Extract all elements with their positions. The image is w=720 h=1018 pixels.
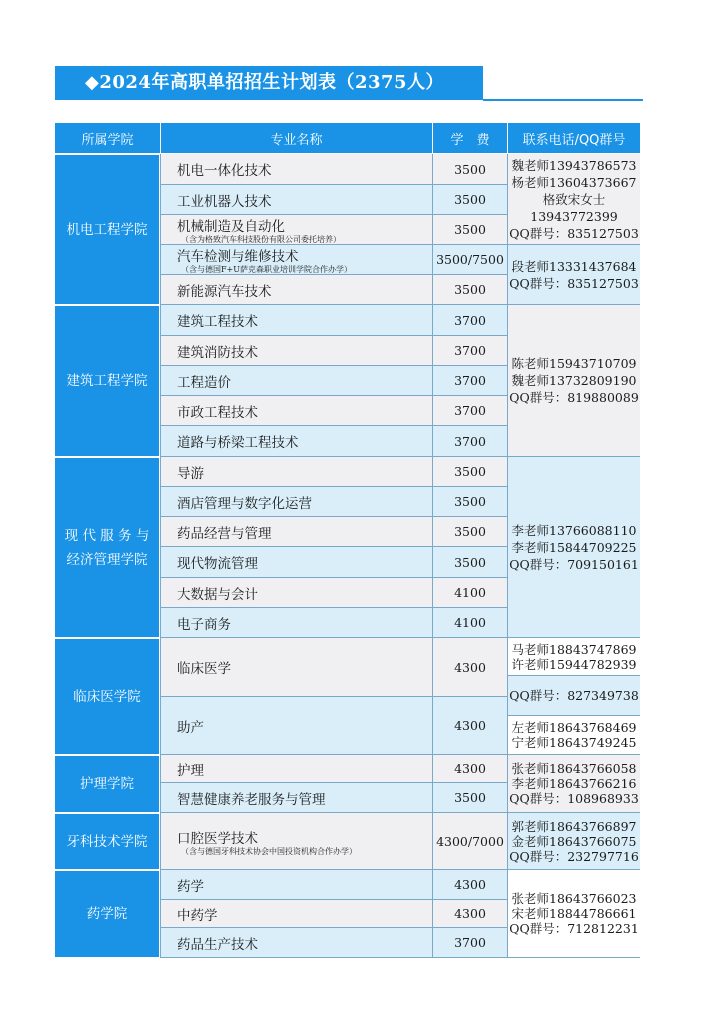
- tuition-fee: 3500: [432, 517, 507, 547]
- major-row: [160, 215, 432, 245]
- contact-info: [507, 813, 640, 870]
- major-name: 导游: [177, 465, 204, 482]
- tuition-fee: 3500: [432, 457, 507, 487]
- major-name: 口腔医学技术: [177, 830, 258, 847]
- contact-phone: 宋老师18844786661: [511, 906, 637, 921]
- major-name: 临床医学: [177, 661, 231, 677]
- contact-info: [507, 245, 640, 305]
- contact-phone: 李老师18643766216: [511, 776, 637, 791]
- major-name: 建筑工程技术: [177, 314, 258, 330]
- major-note: （含与德国F+U萨克森职业培训学院合作办学）: [181, 265, 352, 274]
- tuition-fee: 4300: [432, 638, 507, 697]
- major-row: [160, 457, 432, 487]
- contact-phone: 张老师18643766023: [511, 891, 637, 906]
- tuition-fee: 4300: [432, 697, 507, 755]
- contact-phone: 郭老师18643766897: [511, 818, 637, 834]
- contact-phone: 段老师13331437684: [511, 258, 637, 274]
- major-row: [160, 697, 432, 755]
- contact-phone: 张老师18643766058: [511, 761, 637, 776]
- tuition-fee: 3500: [432, 215, 507, 245]
- major-row: [160, 154, 432, 185]
- major-name: 机械制造及自动化: [177, 219, 285, 235]
- major-row: [160, 608, 432, 638]
- major-row: [160, 366, 432, 396]
- column-header: 联系电话/QQ群号: [508, 123, 640, 153]
- contact-phone: 陈老师15943710709: [511, 356, 637, 371]
- tuition-fee: 3500: [432, 783, 507, 813]
- contact-phone: 金老师18643766075: [511, 833, 637, 849]
- tuition-fee: 3700: [432, 426, 507, 457]
- qq-group-number: QQ群号：835127503: [509, 225, 639, 241]
- major-name: 助产: [177, 719, 204, 736]
- major-row: [160, 426, 432, 457]
- major-row: [160, 928, 432, 958]
- tuition-fee: 3500/7500: [432, 245, 507, 275]
- tuition-fee: 3500: [432, 275, 507, 305]
- major-row: [160, 396, 432, 426]
- column-header: 学 费: [433, 123, 507, 153]
- tuition-fee: 4300/7000: [432, 813, 507, 870]
- contact-info: [507, 305, 640, 457]
- tuition-fee: 4300: [432, 900, 507, 928]
- qq-group-number: QQ群号：709150161: [509, 556, 639, 572]
- tuition-fee: 3500: [432, 547, 507, 578]
- contact-info: [507, 870, 640, 958]
- tuition-fee: 3700: [432, 928, 507, 958]
- major-name: 建筑消防技术: [177, 344, 258, 361]
- major-row: [160, 185, 432, 215]
- major-name: 汽车检测与维修技术: [177, 249, 299, 265]
- major-row: [160, 305, 432, 336]
- qq-group-number: QQ群号：108968933: [509, 791, 639, 806]
- tuition-fee: 4100: [432, 608, 507, 638]
- major-row: [160, 245, 432, 275]
- major-row: [160, 900, 432, 928]
- contact-phone: 宁老师18643749245: [511, 735, 637, 750]
- major-row: [160, 870, 432, 900]
- contact-info: [507, 716, 640, 755]
- contact-info: [507, 676, 640, 716]
- major-name: 机电一体化技术: [177, 163, 272, 179]
- qq-group-number: QQ群号：232797716: [509, 848, 639, 864]
- major-row: [160, 755, 432, 783]
- contact-phone: 杨老师13604373667: [511, 174, 637, 190]
- major-name: 市政工程技术: [177, 404, 258, 421]
- college-name: 临床医学院: [55, 639, 159, 754]
- major-name: 护理: [177, 762, 204, 779]
- major-name: 电子商务: [177, 616, 231, 633]
- contact-phone: 左老师18643768469: [511, 720, 637, 735]
- contact-phone: 许老师15944782939: [511, 656, 637, 672]
- qq-group-number: QQ群号：835127503: [509, 275, 639, 291]
- tuition-fee: 3700: [432, 366, 507, 396]
- major-name: 智慧健康养老服务与管理: [177, 791, 326, 808]
- major-row: [160, 547, 432, 578]
- tuition-fee: 4300: [432, 870, 507, 900]
- college-name: 药学院: [55, 871, 159, 957]
- contact-info: [507, 457, 640, 638]
- contact-phone: 格致宋女士13943772399: [530, 191, 618, 224]
- major-name: 中药学: [177, 907, 218, 924]
- column-header: 专业名称: [161, 123, 432, 153]
- tuition-fee: 3700: [432, 396, 507, 426]
- title-underline: [483, 99, 643, 101]
- tuition-fee: 3700: [432, 305, 507, 336]
- major-name: 药品生产技术: [177, 936, 258, 953]
- tuition-fee: 4100: [432, 578, 507, 608]
- page-title: [55, 66, 483, 100]
- major-row: [160, 578, 432, 608]
- contact-phone: 李老师13766088110: [511, 522, 637, 538]
- major-row: [160, 517, 432, 547]
- major-row: [160, 336, 432, 366]
- major-note: （含与德国牙科技术协会中国投资机构合作办学）: [181, 846, 357, 856]
- column-header: 所属学院: [55, 123, 160, 153]
- major-row: [160, 487, 432, 517]
- college-name: 建筑工程学院: [55, 306, 159, 456]
- tuition-fee: 4300: [432, 755, 507, 783]
- major-row: [160, 638, 432, 697]
- tuition-fee: 3700: [432, 336, 507, 366]
- tuition-fee: 3500: [432, 185, 507, 215]
- major-note: （含为格致汽车科技股份有限公司委托培养）: [181, 235, 341, 244]
- contact-phone: 魏老师13943786573: [511, 157, 637, 173]
- qq-group-number: QQ群号：712812231: [509, 921, 639, 936]
- major-name: 新能源汽车技术: [177, 283, 272, 300]
- title-text: ◆2024年高职单招招生计划表（2375人）: [85, 72, 445, 93]
- major-row: [160, 275, 432, 305]
- major-name: 大数据与会计: [177, 586, 258, 603]
- major-name: 药品经营与管理: [177, 525, 272, 542]
- major-name: 酒店管理与数字化运营: [177, 495, 312, 512]
- major-row: [160, 783, 432, 813]
- enrollment-plan-table: [55, 123, 640, 958]
- qq-group-number: QQ群号：819880089: [509, 390, 639, 405]
- qq-group-number: QQ群号：827349738: [509, 688, 639, 703]
- major-name: 工程造价: [177, 374, 231, 391]
- college-name: 机电工程学院: [55, 155, 159, 304]
- major-name: 工业机器人技术: [177, 193, 272, 210]
- contact-phone: 魏老师13732809190: [511, 373, 637, 388]
- college-name: 护理学院: [55, 756, 159, 812]
- contact-phone: 马老师18843747869: [511, 641, 637, 657]
- major-row: [160, 813, 432, 870]
- contact-phone: 李老师15844709225: [511, 539, 637, 555]
- tuition-fee: 3500: [432, 154, 507, 185]
- college-name: 牙科技术学院: [55, 814, 159, 869]
- college-name: 现 代 服 务 与 经济管理学院: [55, 458, 159, 637]
- contact-info: [507, 755, 640, 813]
- tuition-fee: 3500: [432, 487, 507, 517]
- contact-info: [507, 638, 640, 676]
- major-name: 药学: [177, 878, 204, 895]
- major-name: 现代物流管理: [177, 556, 258, 572]
- contact-info: [507, 154, 640, 245]
- major-name: 道路与桥梁工程技术: [177, 435, 299, 451]
